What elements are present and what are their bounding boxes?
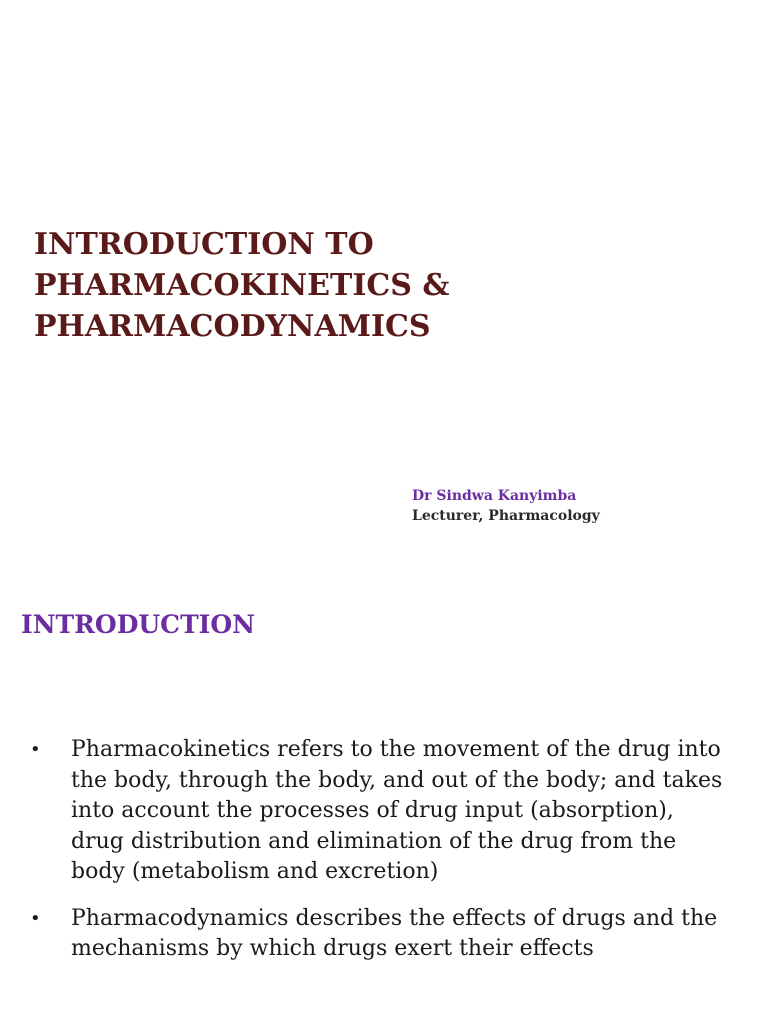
bullet-text: Pharmacokinetics refers to the movement of the drug into the body, through the body, and out of the body; and takes into account the processes of drug input (absorption), drug distribution and elimination of the drug from the body (metabolism and excretion) (71, 737, 723, 884)
list-item (30, 735, 730, 888)
bullet-list (30, 735, 730, 981)
title-line-1: INTRODUCTION TO (34, 227, 374, 262)
slide-title (34, 224, 734, 347)
title-line-2: PHARMACOKINETICS & (34, 268, 450, 303)
author-role: Lecturer, Pharmacology (412, 508, 600, 524)
list-item (30, 904, 730, 965)
bullet-marker: • (30, 739, 41, 760)
bullet-marker: • (30, 907, 41, 929)
title-line-3: PHARMACODYNAMICS (34, 309, 431, 344)
author-name: Dr Sindwa Kanyimba (412, 488, 577, 504)
bullet-text: Pharmacodynamics describes the effects of drugs and the mechanisms by which drugs exert their effects (71, 905, 718, 961)
author-block (412, 486, 600, 526)
section-heading: INTRODUCTION (21, 610, 256, 639)
